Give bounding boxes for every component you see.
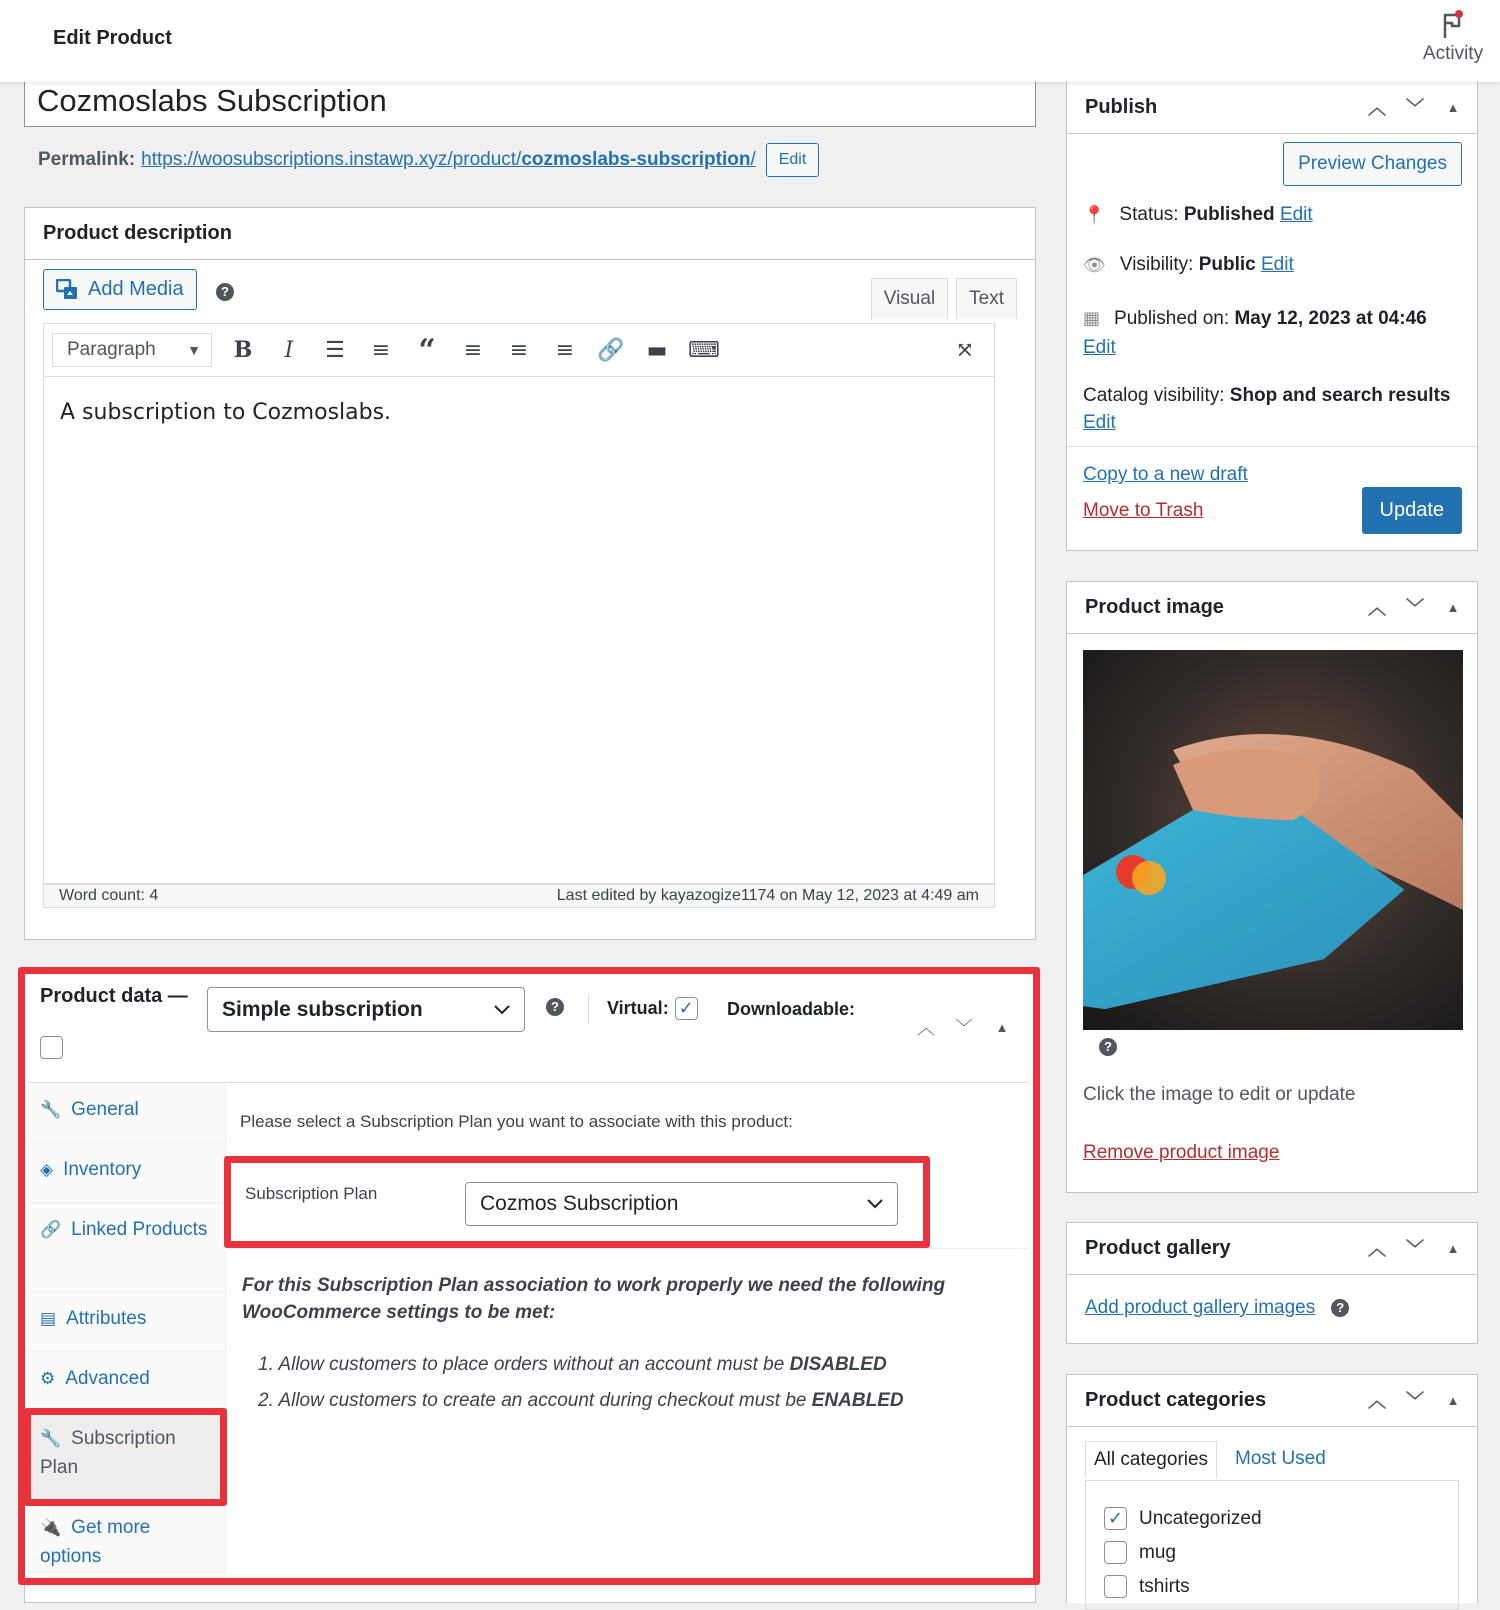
read-more-icon[interactable]: ▬ <box>646 337 668 363</box>
calendar-icon: ▦ <box>1083 308 1101 328</box>
product-gallery-heading: Product gallery ︿ ﹀ ▲ <box>1067 1223 1477 1275</box>
remove-image-link[interactable]: Remove product image <box>1083 1142 1280 1163</box>
tab-subscription-plan[interactable]: 🔧 Subscription Plan <box>28 1412 225 1501</box>
tab-all-categories[interactable]: All categories <box>1085 1441 1217 1478</box>
toggle-panel-icon[interactable]: ▲ <box>1446 599 1460 615</box>
permalink-label: Permalink: <box>38 149 136 170</box>
subscription-tab-highlight <box>24 1408 227 1506</box>
move-up-icon[interactable]: ︿ <box>917 1018 935 1038</box>
blockquote-icon[interactable]: “ <box>418 332 436 368</box>
editor-status-bar <box>43 884 995 908</box>
product-image-heading: Product image ︿ ﹀ ▲ <box>1067 582 1477 634</box>
help-icon[interactable]: ? <box>216 283 234 301</box>
plugin-icon: 🔌 <box>40 1518 62 1537</box>
published-row: ▦ Published on: May 12, 2023 at 04:46 Edit <box>1083 308 1427 358</box>
wrench-icon: 🔧 <box>40 1429 62 1448</box>
product-data-label: Product data — <box>40 985 188 1007</box>
list-icon: ▤ <box>40 1309 57 1328</box>
permalink-edit-button[interactable]: Edit <box>766 143 820 177</box>
subscription-plan-highlight <box>224 1156 930 1248</box>
activity-label: Activity <box>1422 43 1484 64</box>
category-item[interactable]: tshirts <box>1104 1575 1190 1598</box>
bold-icon[interactable]: B <box>233 337 253 363</box>
add-media-icon <box>56 279 80 301</box>
activity-button[interactable] <box>1418 10 1488 65</box>
link-icon[interactable]: 🔗 <box>597 337 625 363</box>
eye-icon: 👁 <box>1083 254 1106 275</box>
move-up-icon[interactable]: ︿ <box>1368 598 1386 618</box>
category-list <box>1085 1480 1459 1610</box>
product-image-box <box>1066 581 1478 1193</box>
format-select[interactable] <box>52 333 212 367</box>
tab-general[interactable]: 🔧 General <box>28 1083 225 1143</box>
wrench-icon: 🔧 <box>40 1100 62 1119</box>
tag-icon: ◈ <box>40 1160 54 1179</box>
fullscreen-icon[interactable]: ⤧ <box>955 337 975 363</box>
align-left-icon[interactable]: ≡ <box>463 337 483 363</box>
toolbar-toggle-icon[interactable]: ⌨ <box>688 337 720 363</box>
tab-most-used[interactable]: Most Used <box>1235 1448 1326 1469</box>
editor-toolbar <box>43 323 995 377</box>
word-count: Word count: 4 <box>59 887 159 904</box>
divider <box>1067 446 1477 447</box>
link-icon: 🔗 <box>40 1220 62 1239</box>
catalog-edit-link[interactable]: Edit <box>1083 412 1116 433</box>
caret-down-icon: ▼ <box>187 342 201 358</box>
publish-box <box>1066 82 1478 551</box>
italic-icon[interactable]: I <box>284 337 294 363</box>
editor-content[interactable]: A subscription to Cozmoslabs. <box>43 376 995 884</box>
subscription-plan-label: Subscription Plan <box>245 1184 378 1203</box>
copy-draft-link[interactable]: Copy to a new draft <box>1083 464 1248 485</box>
pin-icon: 📍 <box>1083 204 1106 225</box>
preview-changes-button[interactable]: Preview Changes <box>1283 142 1462 186</box>
product-categories-box <box>1066 1374 1478 1603</box>
page-title: Edit Product <box>53 27 172 49</box>
align-right-icon[interactable]: ≡ <box>555 337 575 363</box>
category-checkbox[interactable]: ✓ <box>1104 1507 1127 1530</box>
permalink-row <box>38 143 819 177</box>
move-up-icon[interactable]: ︿ <box>1368 98 1386 118</box>
format-value: Paragraph <box>67 339 156 360</box>
move-down-icon[interactable]: ﹀ <box>1406 598 1424 618</box>
requirement-2: 2. Allow customers to create an account during checkout must be ENABLED <box>258 1390 904 1411</box>
catalog-visibility-row: Catalog visibility: Shop and search results Edit <box>1083 385 1451 433</box>
flag-icon <box>1440 10 1466 40</box>
description-heading: Product description <box>25 208 1035 260</box>
tab-text[interactable]: Text <box>956 278 1017 319</box>
help-icon[interactable]: ? <box>1331 1299 1349 1317</box>
toggle-panel-icon[interactable]: ▲ <box>995 1019 1009 1035</box>
toggle-panel-icon[interactable]: ▲ <box>1446 1240 1460 1256</box>
permalink-link[interactable]: https://woosubscriptions.instawp.xyz/product/cozmoslabs-subscription/ <box>141 149 756 170</box>
tab-linked-products[interactable]: 🔗 Linked Products <box>28 1203 225 1292</box>
move-down-icon[interactable]: ﹀ <box>1406 1391 1424 1411</box>
publish-heading: Publish ︿ ﹀ ▲ <box>1067 82 1477 134</box>
product-categories-heading: Product categories ︿ ﹀ ▲ <box>1067 1375 1477 1427</box>
tab-attributes[interactable]: ▤ Attributes <box>28 1292 225 1352</box>
move-up-icon[interactable]: ︿ <box>1368 1239 1386 1259</box>
move-down-icon[interactable]: ﹀ <box>1406 1239 1424 1259</box>
toggle-panel-icon[interactable]: ▲ <box>1446 99 1460 115</box>
help-icon[interactable]: ? <box>1099 1038 1117 1056</box>
subscription-plan-value: Cozmos Subscription <box>480 1192 679 1215</box>
product-type-value: Simple subscription <box>222 997 423 1021</box>
product-image[interactable] <box>1083 650 1463 1030</box>
category-checkbox[interactable] <box>1104 1541 1127 1564</box>
subscription-intro: Please select a Subscription Plan you want to associate with this product: <box>240 1112 793 1131</box>
numbered-list-icon[interactable]: ≡ <box>371 337 391 363</box>
add-media-button[interactable] <box>43 269 197 310</box>
category-item[interactable]: mug <box>1104 1541 1176 1564</box>
post-title-input[interactable]: Cozmoslabs Subscription <box>24 82 1036 127</box>
help-icon[interactable]: ? <box>546 998 564 1016</box>
category-item[interactable]: ✓ Uncategorized <box>1104 1507 1262 1530</box>
settings-note: For this Subscription Plan association to work properly we need the following WooCommerce settings to be met: <box>242 1275 946 1323</box>
visibility-edit-link[interactable]: Edit <box>1261 254 1294 275</box>
virtual-checkbox[interactable]: ✓ <box>675 997 698 1020</box>
top-bar <box>0 0 1500 82</box>
move-to-trash-link[interactable]: Move to Trash <box>1083 500 1204 521</box>
last-edited: Last edited by kayazogize1174 on May 12, 2023 at 4:49 am <box>556 887 979 904</box>
move-down-icon[interactable]: ﹀ <box>1406 98 1424 118</box>
tab-get-more-options[interactable]: 🔌 Get more options <box>28 1501 225 1573</box>
align-center-icon[interactable]: ≡ <box>509 337 529 363</box>
product-gallery-box <box>1066 1222 1478 1344</box>
category-checkbox[interactable] <box>1104 1575 1127 1598</box>
gear-icon: ⚙ <box>40 1369 56 1388</box>
tab-visual[interactable]: Visual <box>871 278 948 319</box>
status-edit-link[interactable]: Edit <box>1279 204 1313 225</box>
downloadable-label: Downloadable: <box>727 999 856 1019</box>
published-edit-link[interactable]: Edit <box>1083 337 1116 358</box>
requirement-1: 1. Allow customers to place orders without an account must be DISABLED <box>258 1354 887 1375</box>
add-gallery-images-link[interactable]: Add product gallery images <box>1085 1297 1316 1318</box>
image-hint: Click the image to edit or update <box>1083 1084 1356 1105</box>
toggle-panel-icon[interactable]: ▲ <box>1446 1392 1460 1408</box>
tab-advanced[interactable]: ⚙ Advanced <box>28 1352 225 1412</box>
bullet-list-icon[interactable]: ☰ <box>325 337 345 363</box>
virtual-label: Virtual: <box>607 998 669 1018</box>
add-media-label: Add Media <box>88 278 184 300</box>
update-button[interactable]: Update <box>1362 487 1463 534</box>
move-up-icon[interactable]: ︿ <box>1368 1391 1386 1411</box>
product-description-box <box>24 207 1036 940</box>
tab-inventory[interactable]: ◈ Inventory <box>28 1143 225 1203</box>
visibility-row: 👁 Visibility: Public Edit <box>1083 254 1294 275</box>
move-down-icon[interactable]: ﹀ <box>955 1018 973 1038</box>
status-row: 📍 Status: Published Edit <box>1083 204 1313 225</box>
